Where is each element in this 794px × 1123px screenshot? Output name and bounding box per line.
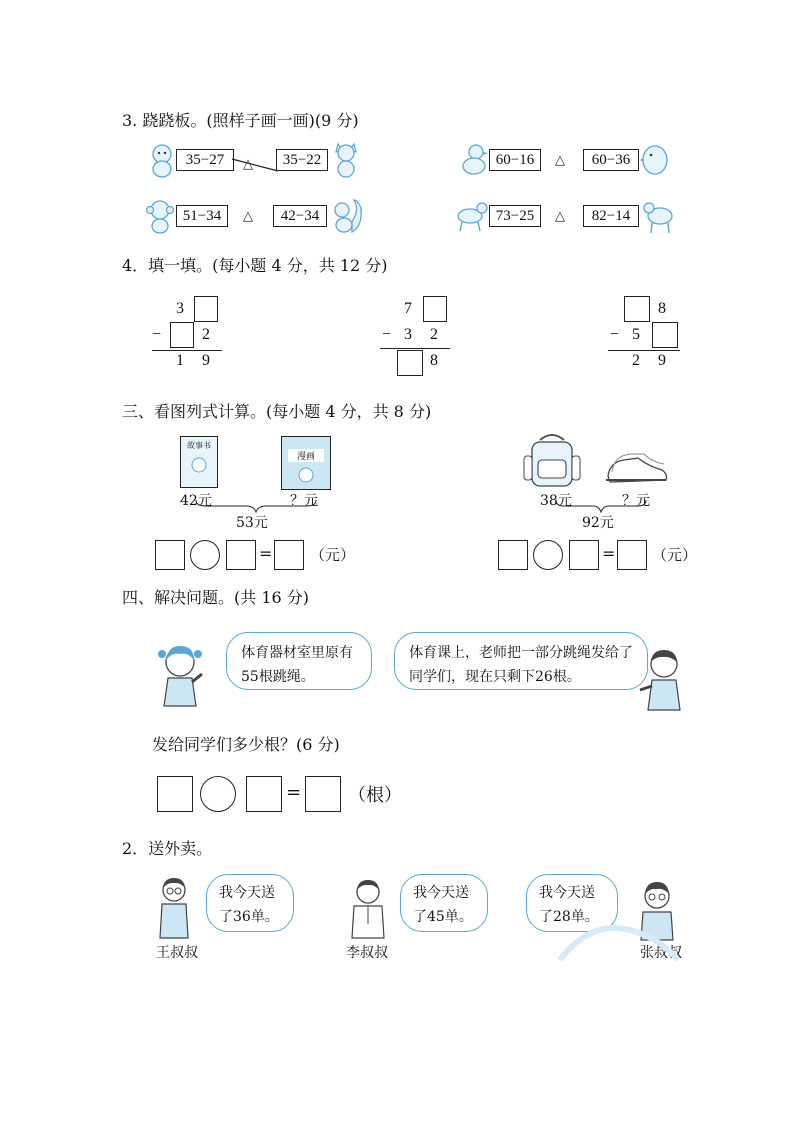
monkey-icon [144,198,176,234]
s3-heading: 三、看图列式计算。(每小题 4 分，共 8 分) [122,402,432,421]
duck-icon [460,142,488,176]
digit: 3 [176,300,184,317]
sum-line [608,350,680,351]
book-title: 漫画 [288,449,324,462]
person-name: 张叔叔 [640,945,682,961]
price-label: 38元 [540,493,572,509]
speech-bubble: 体育器材室里原有55根跳绳。 [226,632,372,690]
backpack-image [522,434,582,488]
cow-icon [642,200,678,234]
price-label: ？元 [290,493,318,509]
answer-box[interactable] [423,296,447,322]
seesaw-left-expression: 51−34 [176,205,228,227]
minus-sign: − [610,326,620,343]
answer-box[interactable] [498,540,528,570]
seesaw-triangle: △ [555,153,565,168]
seesaw-right-expression: 60−36 [583,149,639,171]
total-label: 92元 [582,515,614,531]
operator-circle[interactable] [190,540,220,570]
digit: 9 [202,352,210,369]
answer-box[interactable] [652,322,678,348]
squirrel-icon [330,196,364,236]
book-title: 故事书 [187,441,211,450]
digit: 2 [632,352,640,369]
speech-bubble: 体育课上，老师把一部分跳绳发给了同学们，现在只剩下26根。 [394,632,648,690]
q4-heading: 4．填一填。(每小题 4 分，共 12 分) [122,256,388,275]
seesaw-right-expression: 42−34 [273,205,327,227]
person-name: 王叔叔 [156,945,198,961]
answer-box[interactable] [194,296,218,322]
seesaw-triangle: △ [555,209,565,224]
digit: 9 [658,352,666,369]
seesaw-right-expression: 82−14 [583,205,639,227]
operator-circle[interactable] [200,776,236,812]
answer-box[interactable] [170,322,194,348]
equals-sign: = [602,544,616,563]
unit-label: （根） [348,785,402,806]
s4-heading: 四、解决问题。(共 16 分) [122,588,310,607]
seesaw-right-expression: 35−22 [276,149,328,171]
chick-icon [640,140,670,178]
digit: 5 [632,326,640,343]
seesaw-triangle: △ [243,157,253,172]
answer-box[interactable] [226,540,256,570]
decorative-watermark [560,920,680,962]
answer-box[interactable] [397,350,423,376]
digit: 8 [430,352,438,369]
person-li-figure [350,878,386,940]
equals-sign: = [259,544,273,563]
unit-label: （元） [652,546,698,564]
digit: 8 [658,300,666,317]
digit: 7 [404,300,412,317]
price-label: ？元 [622,493,650,509]
sum-line [380,348,450,349]
answer-box[interactable] [246,776,282,812]
answer-box[interactable] [157,776,193,812]
seesaw-left-expression: 73−25 [489,205,541,227]
story-book-image [180,436,218,488]
answer-box[interactable] [569,540,599,570]
dog-icon [148,142,176,178]
q2-heading: 2．送外卖。 [122,839,213,858]
equals-sign: = [286,782,302,803]
speech-bubble: 我今天送了36单。 [206,874,294,932]
sum-line [152,350,222,351]
q3-heading: 3. 跷跷板。(照样子画一画)(9 分) [122,111,359,130]
seesaw-beam [232,158,278,172]
comic-book-image [281,436,331,490]
digit: 2 [202,326,210,343]
speech-bubble: 我今天送了28单。 [526,874,618,932]
speech-bubble: 我今天送了45单。 [400,874,488,932]
cat-icon [332,140,362,178]
answer-box[interactable] [274,540,304,570]
minus-sign: − [382,326,392,343]
digit: 2 [430,326,438,343]
digit: 3 [404,326,412,343]
seesaw-triangle: △ [243,209,253,224]
unit-label: （元） [310,546,356,564]
person-wang-figure [156,874,192,940]
question-text: 发给同学们多少根？(6 分) [152,735,340,754]
answer-box[interactable] [624,296,650,322]
girl-figure [154,642,210,708]
answer-box[interactable] [617,540,647,570]
total-label: 53元 [236,515,268,531]
piglet-icon [296,465,316,485]
answer-box[interactable] [305,776,341,812]
horse-icon [452,200,488,232]
digit: 1 [176,352,184,369]
boy-figure [634,646,690,712]
price-label: 42元 [180,493,212,509]
operator-circle[interactable] [533,540,563,570]
sneakers-image [604,452,668,486]
person-name: 李叔叔 [346,945,388,961]
bear-icon [189,455,209,477]
seesaw-left-expression: 35−27 [176,149,234,171]
minus-sign: − [152,326,162,343]
answer-box[interactable] [155,540,185,570]
seesaw-left-expression: 60−16 [489,149,541,171]
